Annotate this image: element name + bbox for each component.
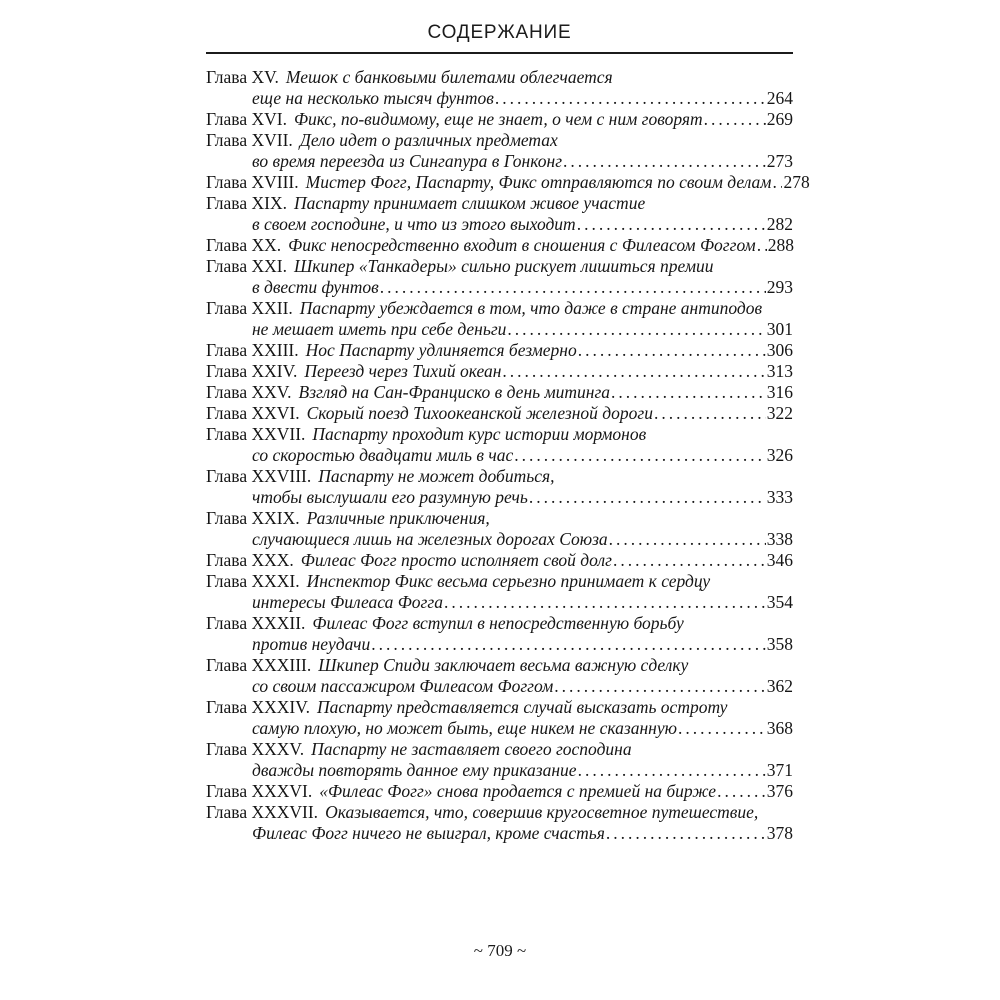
chapter-title-continuation: самую плохую, но может быть, еще никем не сказанную (252, 718, 677, 738)
chapter-title: Различные приключения, (306, 508, 490, 528)
page-ref: 269 (766, 109, 793, 129)
chapter-label: Глава XXVI. (206, 403, 300, 423)
toc-entry-first-line (206, 340, 793, 361)
chapter-label: Глава XX. (206, 235, 282, 255)
toc-entry-continuation-line (206, 277, 793, 298)
dot-leader (578, 340, 766, 361)
chapter-title-continuation: со скоростью двадцати миль в час (252, 445, 514, 465)
chapter-label: Глава XXVII. (206, 424, 306, 444)
toc-entry (206, 802, 793, 844)
toc-entry-continuation-line (206, 718, 793, 739)
chapter-title: Фикс, по-видимому, еще не знает, о чем с ним говорят (293, 109, 703, 129)
toc-entry (206, 193, 793, 235)
chapter-title-continuation: в двести фунтов (252, 277, 379, 297)
toc-entry-continuation-line (206, 487, 793, 508)
toc-entry (206, 655, 793, 697)
dot-leader (717, 781, 766, 802)
chapter-label: Глава XXIV. (206, 361, 298, 381)
toc-entry-first-line (206, 193, 793, 214)
toc-entry-continuation-line (206, 151, 793, 172)
dot-leader (380, 277, 766, 298)
dot-leader (529, 487, 766, 508)
toc-entry (206, 424, 793, 466)
toc-entry-first-line (206, 655, 793, 676)
chapter-title: Паспарту не может добиться, (318, 466, 555, 486)
dot-leader (507, 319, 765, 340)
toc-entry-first-line (206, 130, 793, 151)
dot-leader (371, 634, 766, 655)
page-ref: 346 (766, 550, 793, 570)
toc-entry-continuation-line (206, 592, 793, 613)
toc-entry (206, 466, 793, 508)
chapter-title: Фикс непосредственно входит в сношения с Филеасом Фоггом (288, 235, 756, 255)
toc-entry-first-line (206, 781, 793, 802)
chapter-title: Шкипер Спиди заключает весьма важную сделку (318, 655, 689, 675)
page-ref: 368 (766, 718, 793, 738)
page-ref: 316 (766, 382, 793, 402)
toc-entry (206, 172, 810, 193)
toc-entry-first-line (206, 403, 793, 424)
toc-entry (206, 697, 793, 739)
chapter-title-continuation: в своем господине, и что из этого выходит (252, 214, 576, 234)
dot-leader (611, 382, 766, 403)
page-ref: 313 (766, 361, 793, 381)
page-ref: 362 (766, 676, 793, 696)
toc-entry-continuation-line (206, 760, 793, 781)
page-ref: 333 (766, 487, 793, 507)
chapter-label: Глава XXXI. (206, 571, 300, 591)
dot-leader (757, 235, 767, 256)
toc-entry-first-line (206, 172, 810, 193)
chapter-label: Глава XXXVI. (206, 781, 313, 801)
toc-entry (206, 130, 793, 172)
chapter-title: Паспарту представляется случай высказать остроту (316, 697, 728, 717)
dot-leader (502, 361, 765, 382)
toc-entry-first-line (206, 571, 793, 592)
toc-entry (206, 361, 793, 382)
chapter-title-continuation: дважды повторять данное ему приказание (252, 760, 577, 780)
toc-entry-continuation-line (206, 676, 793, 697)
toc-entry (206, 739, 793, 781)
chapter-label: Глава XXXIII. (206, 655, 312, 675)
toc-entry (206, 781, 793, 802)
chapter-label: Глава XXXVII. (206, 802, 319, 822)
page-ref: 264 (766, 88, 793, 108)
page-ref: 338 (766, 529, 793, 549)
dot-leader (704, 109, 766, 130)
chapter-title: Паспарту принимает слишком живое участие (293, 193, 646, 213)
chapter-title-continuation: интересы Филеаса Фогга (252, 592, 443, 612)
dot-leader (606, 823, 766, 844)
chapter-title: Паспарту не заставляет своего господина (311, 739, 632, 759)
page-ref: 378 (766, 823, 793, 843)
toc-entry-continuation-line (206, 529, 793, 550)
toc-entry-first-line (206, 361, 793, 382)
toc-entry-continuation-line (206, 88, 793, 109)
toc-entry-first-line (206, 508, 793, 529)
toc-entry (206, 235, 793, 256)
chapter-title: Инспектор Фикс весьма серьезно принимает к сердцу (306, 571, 711, 591)
toc-entry (206, 571, 793, 613)
toc-entry (206, 403, 793, 424)
dot-leader (654, 403, 766, 424)
chapter-title: Дело идет о различных предметах (299, 130, 558, 150)
chapter-label: Глава XXXIV. (206, 697, 310, 717)
toc-entry (206, 67, 793, 109)
folio-page-number: ~ 709 ~ (473, 941, 527, 960)
dot-leader (613, 550, 766, 571)
toc-entry-first-line (206, 67, 793, 88)
toc-entry-continuation-line (206, 319, 793, 340)
chapter-title: Взгляд на Сан-Франциско в день митинга (298, 382, 611, 402)
page-ref: 278 (783, 172, 810, 192)
toc-entry-continuation-line (206, 214, 793, 235)
toc-entry (206, 256, 793, 298)
page-ref: 288 (767, 235, 794, 255)
dot-leader (514, 445, 766, 466)
dot-leader (772, 172, 782, 193)
page-ref: 293 (766, 277, 793, 297)
chapter-title: Оказывается, что, совершив кругосветное путешествие, (325, 802, 759, 822)
chapter-title-continuation: еще на несколько тысяч фунтов (252, 88, 494, 108)
chapter-label: Глава XIX. (206, 193, 287, 213)
toc-entry (206, 382, 793, 403)
chapter-title: Филеас Фогг просто исполняет свой долг (300, 550, 612, 570)
chapter-title: Переезд через Тихий океан (304, 361, 502, 381)
chapter-label: Глава XXII. (206, 298, 293, 318)
chapter-title: «Филеас Фогг» снова продается с премией на бирже (319, 781, 717, 801)
toc-entry (206, 508, 793, 550)
toc-entry-first-line (206, 550, 793, 571)
chapter-title: Нос Паспарту удлиняется безмерно (305, 340, 577, 360)
toc-entry-continuation-line (206, 445, 793, 466)
toc-page (206, 22, 810, 844)
page-ref: 371 (766, 760, 793, 780)
toc-entry-first-line (206, 424, 793, 445)
chapter-label: Глава XXI. (206, 256, 287, 276)
chapter-label: Глава XXXV. (206, 739, 305, 759)
chapter-title: Филеас Фогг вступил в непосредственную борьбу (312, 613, 684, 633)
chapter-label: Глава XVII. (206, 130, 293, 150)
dot-leader (554, 676, 766, 697)
page-ref: 282 (766, 214, 793, 234)
chapter-title-continuation: со своим пассажиром Филеасом Фоггом (252, 676, 554, 696)
page-ref: 273 (766, 151, 793, 171)
chapter-label: Глава XXVIII. (206, 466, 312, 486)
dot-leader (563, 151, 766, 172)
toc-entry (206, 109, 793, 130)
chapter-title: Мистер Фогг, Паспарту, Фикс отправляются по своим делам (305, 172, 772, 192)
chapter-label: Глава XXX. (206, 550, 294, 570)
toc-entry-first-line (206, 802, 793, 823)
chapter-label: Глава XVIII. (206, 172, 299, 192)
toc-entry-first-line (206, 256, 793, 277)
toc-entry (206, 550, 793, 571)
toc-entry-continuation-line (206, 634, 793, 655)
chapter-label: Глава XXIII. (206, 340, 299, 360)
page-ref: 376 (766, 781, 793, 801)
dot-leader (609, 529, 766, 550)
toc-entry (206, 340, 793, 361)
toc-list (206, 67, 810, 844)
chapter-label: Глава XV. (206, 67, 279, 87)
chapter-label: Глава XXIX. (206, 508, 300, 528)
chapter-label: Глава XXV. (206, 382, 292, 402)
chapter-title-continuation: во время переезда из Сингапура в Гонконг (252, 151, 563, 171)
page-ref: 306 (766, 340, 793, 360)
toc-entry-first-line (206, 739, 793, 760)
dot-leader (577, 214, 766, 235)
chapter-title: Паспарту проходит курс истории мормонов (312, 424, 647, 444)
page-ref: 301 (766, 319, 793, 339)
dot-leader (678, 718, 766, 739)
dot-leader (444, 592, 766, 613)
chapter-title-continuation: чтобы выслушали его разумную речь (252, 487, 528, 507)
dot-leader (578, 760, 766, 781)
toc-entry-first-line (206, 298, 793, 319)
page-ref: 354 (766, 592, 793, 612)
page-ref: 358 (766, 634, 793, 654)
chapter-title: Скорый поезд Тихоокеанской железной дороги (306, 403, 653, 423)
toc-entry-continuation-line (206, 823, 793, 844)
toc-entry-first-line (206, 382, 793, 403)
toc-entry (206, 613, 793, 655)
page-ref: 326 (766, 445, 793, 465)
toc-entry (206, 298, 793, 340)
toc-entry-first-line (206, 613, 793, 634)
page-ref: 322 (766, 403, 793, 423)
toc-entry-first-line (206, 109, 793, 130)
chapter-title: Мешок с банковыми билетами облегчается (285, 67, 613, 87)
chapter-label: Глава XVI. (206, 109, 287, 129)
chapter-title-continuation: случающиеся лишь на железных дорогах Союза (252, 529, 608, 549)
chapter-label: Глава XXXII. (206, 613, 306, 633)
toc-entry-first-line (206, 697, 793, 718)
toc-entry-first-line (206, 235, 793, 256)
chapter-title: Шкипер «Танкадеры» сильно рискует лишиться премии (293, 256, 714, 276)
chapter-title-continuation: не мешает иметь при себе деньги (252, 319, 507, 339)
page-title: СОДЕРЖАНИЕ (206, 22, 793, 54)
chapter-title: Паспарту убеждается в том, что даже в стране антиподов (299, 298, 763, 318)
toc-entry-first-line (206, 466, 793, 487)
chapter-title-continuation: Филеас Фогг ничего не выиграл, кроме счастья (252, 823, 605, 843)
dot-leader (495, 88, 766, 109)
chapter-title-continuation: против неудачи (252, 634, 371, 654)
